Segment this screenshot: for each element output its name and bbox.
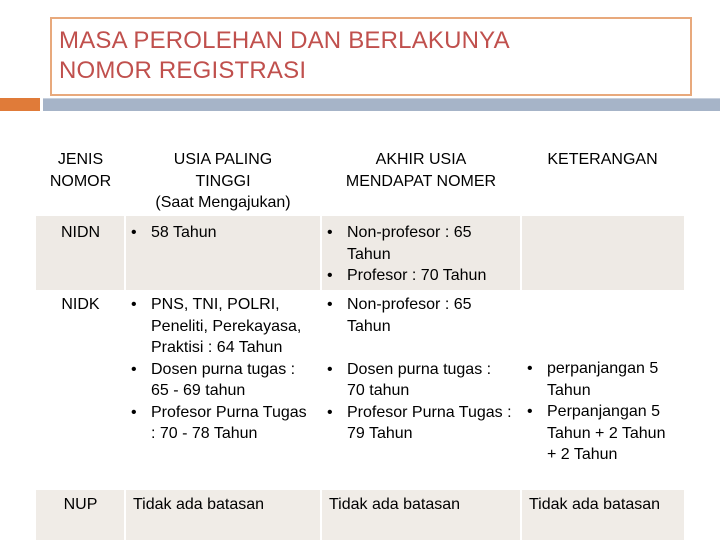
slide-title-line-1: MASA PEROLEHAN DAN BERLAKUNYA	[59, 27, 510, 54]
list-item: • 58 Tahun	[125, 222, 321, 244]
list-item: • Profesor Purna Tugas : 79 Tahun	[321, 402, 513, 445]
list-item: • Dosen purna tugas : 70 tahun	[321, 359, 513, 402]
list-item: • Dosen purna tugas : 65 - 69 tahun	[125, 359, 315, 402]
row-nidk-akhir	[321, 290, 521, 490]
accent-bar-orange	[0, 98, 40, 111]
row-nup-usia: Tidak ada batasan	[125, 490, 321, 540]
list-item: • PNS, TNI, POLRI, Peneliti, Perekayasa, Praktisi : 64 Tahun	[125, 294, 315, 359]
header-jenis-nomor: JENIS NOMOR	[36, 141, 125, 216]
slide-title-box	[50, 17, 692, 96]
list-item: • Non-profesor : 65 Tahun	[321, 294, 513, 337]
column-divider	[520, 141, 522, 540]
accent-bar-blue	[43, 98, 720, 111]
list-item: • perpanjangan 5 Tahun	[521, 358, 676, 401]
list-item: • Non-profesor : 65 Tahun	[321, 222, 513, 265]
registration-table	[36, 141, 684, 540]
row-nidk-usia	[125, 290, 321, 490]
row-nidn-usia	[125, 216, 321, 290]
row-nup-jenis: NUP	[36, 490, 125, 540]
row-nidk-jenis: NIDK	[36, 290, 125, 490]
list-item: • Perpanjangan 5 Tahun + 2 Tahun + 2 Tahun	[521, 401, 676, 466]
header-keterangan: KETERANGAN	[521, 141, 684, 216]
row-nidn-keterangan	[521, 216, 684, 290]
row-nidn-jenis: NIDN	[36, 216, 125, 290]
list-item: • Profesor Purna Tugas : 70 - 78 Tahun	[125, 402, 315, 445]
column-divider	[124, 141, 126, 540]
list-item: • Profesor : 70 Tahun	[321, 265, 513, 287]
row-nup-akhir: Tidak ada batasan	[321, 490, 521, 540]
row-nidn-akhir	[321, 216, 521, 290]
header-akhir-usia: AKHIR USIA MENDAPAT NOMER	[321, 141, 521, 216]
row-nup-keterangan: Tidak ada batasan	[521, 490, 684, 540]
header-usia-paling-tinggi: USIA PALING TINGGI (Saat Mengajukan)	[125, 141, 321, 216]
slide-title-line-2: NOMOR REGISTRASI	[59, 57, 307, 84]
row-nidk-keterangan	[521, 290, 684, 490]
column-divider	[320, 141, 322, 540]
